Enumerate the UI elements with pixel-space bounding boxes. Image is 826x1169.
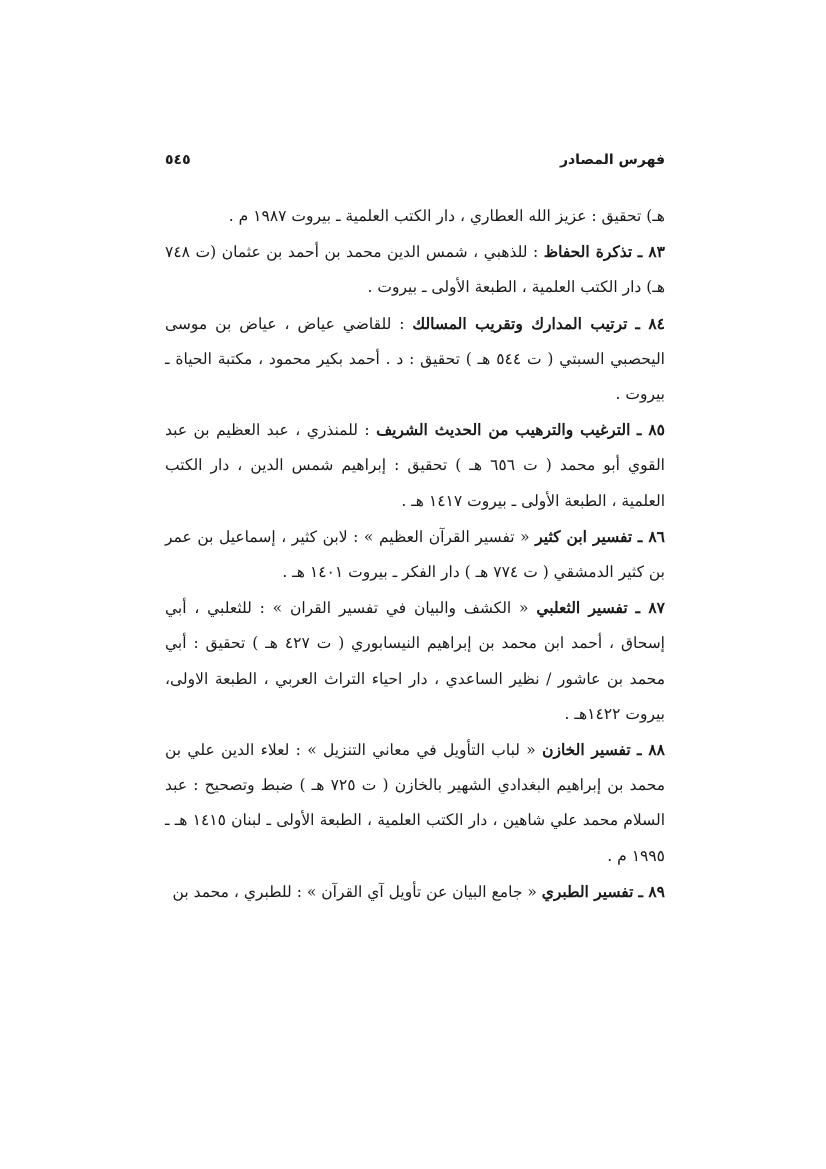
bibliography-entry-85 <box>165 412 665 519</box>
entry-title: تذكرة الحفاظ <box>543 242 633 262</box>
bibliography-entry-89 <box>165 874 665 910</box>
entry-text: « الكشف والبيان في تفسير القران » : للثعلبي ، أبي إسحاق ، أحمد ابن محمد بن إبراهيم النيسابوري ( ت ٤٢٧ هـ ) تحقيق : أبي محمد بن عاشور / نظير الساعدي ، دار احياء التراث العربي ، الطبعة الاولى، بيروت ١٤٢٢هـ . <box>165 599 665 723</box>
bibliography-entry-87 <box>165 590 665 732</box>
entry-title: تفسير الطبري <box>541 881 634 901</box>
entry-text: : للذهبي ، شمس الدين محمد بن أحمد بن عثمان (ت ٧٤٨ هـ) دار الكتب العلمية ، الطبعة الأولى ـ بيروت . <box>165 243 665 297</box>
entry-title: ترتيب المدارك وتقريب المسالك <box>412 313 628 333</box>
running-title: فهرس المصادر <box>559 152 665 168</box>
entry-number: ٨٥ ـ <box>636 420 665 440</box>
entry-title: تفسير ابن كثير <box>535 526 633 546</box>
entry-number: ٨٨ ـ <box>637 740 665 760</box>
bibliography-entry-88 <box>165 732 665 874</box>
entry-text: : للمنذري ، عبد العظيم بن عبد القوي أبو محمد ( ت ٦٥٦ هـ ) تحقيق : إبراهيم شمس الدين ، دار الكتب العلمية ، الطبعة الأولى ـ بيروت ١٤١٧ هـ . <box>165 421 665 510</box>
bibliography-entry-83 <box>165 234 665 305</box>
entry-number: ٨٤ ـ <box>635 313 665 333</box>
bibliography-entry-86 <box>165 519 665 590</box>
entry-text: « تفسير القرآن العظيم » : لابن كثير ، إسماعيل بن عمر بن كثير الدمشقي ( ت ٧٧٤ هـ ) دار الفكر ـ بيروت ١٤٠١ هـ . <box>165 527 665 582</box>
entry-number: ٨٩ ـ <box>638 881 665 901</box>
entry-text: « جامع البيان عن تأويل آي القرآن » : للطبري ، محمد بن <box>172 882 542 901</box>
entry-text: : للقاضي عياض ، عياض بن موسى اليحصبي السبتي ( ت ٥٤٤ هـ ) تحقيق : د . أحمد بكير محمود ، مكتبة الحياة ـ بيروت . <box>165 314 665 404</box>
entry-title: الترغيب والترهيب من الحديث الشريف <box>376 420 631 440</box>
bibliography-entry-84 <box>165 306 665 413</box>
page-number: ٥٤٥ <box>165 152 191 168</box>
entry-number: ٨٣ ـ <box>637 242 665 262</box>
entry-number: ٨٦ ـ <box>637 526 665 546</box>
entry-title: تفسير الخازن <box>542 740 631 760</box>
page-header <box>165 152 665 176</box>
entry-title: تفسير الثعلبي <box>536 598 628 618</box>
bibliography-body <box>165 199 665 910</box>
entry-text: « لباب التأويل في معاني التنزيل » : لعلاء الدين علي بن محمد بن إبراهيم البغدادي الشهير بالخازن ( ت ٧٢٥ هـ ) ضبط وتصحيح : عبد السلام محمد علي شاهين ، دار الكتب العلمية ، الطبعة الأولى ـ لبنان ١٤١٥ هـ ـ ١٩٩٥ م . <box>165 741 666 865</box>
entry-number: ٨٧ ـ <box>635 598 665 618</box>
continued-entry-text: هـ) تحقيق : عزيز الله العطاري ، دار الكتب العلمية ـ بيروت ١٩٨٧ م . <box>228 207 665 225</box>
